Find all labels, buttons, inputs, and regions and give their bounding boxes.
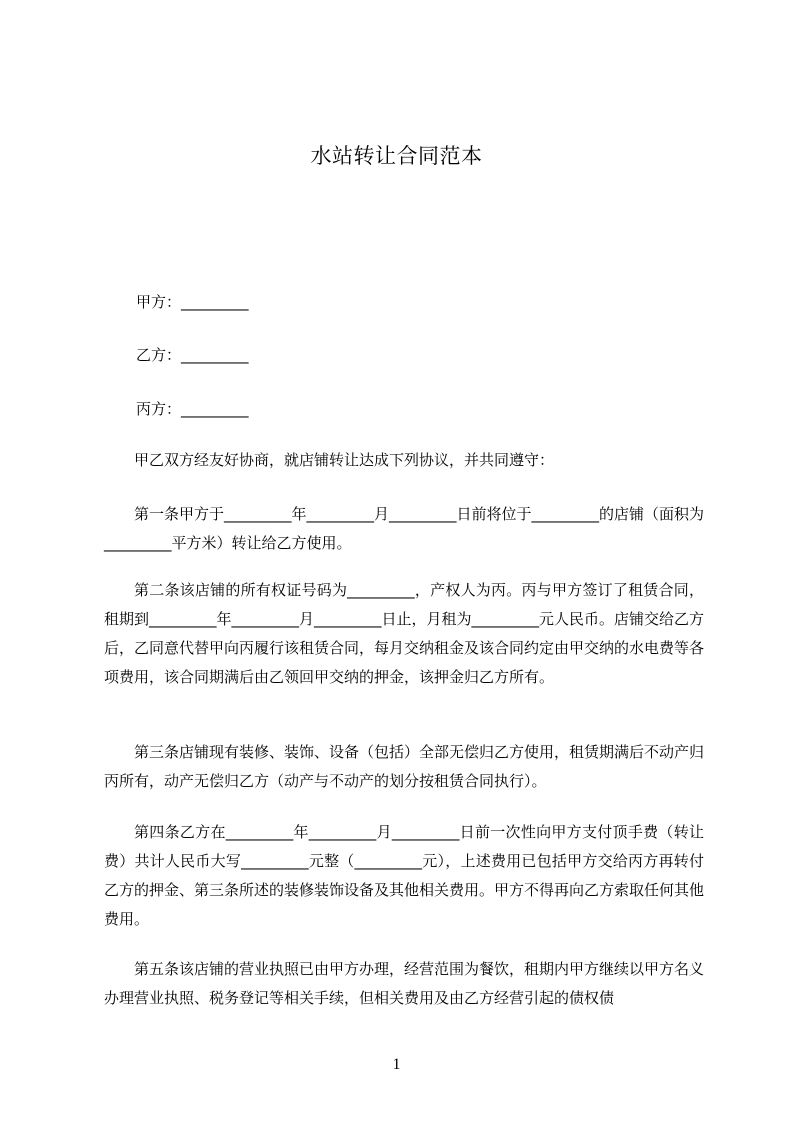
article-2: 第二条该店铺的所有权证号码为_________，产权人为丙。丙与甲方签订了租赁合同，租期到_________年_________月_________日止，月租为_________元人民币。店铺交给乙方后，乙同意代替甲向丙履行该租赁合同，每月交纳租金及该合同约定由甲交纳的水电费等各项费用，该合同期满后由乙领回甲交纳的押金，该押金归乙方所有。 <box>104 581 705 686</box>
article-1: 第一条甲方于_________年_________月_________日前将位于_________的店铺（面积为_________平方米）转让给乙方使用。 <box>104 505 705 552</box>
party-b-line: 乙方：_________ <box>136 346 249 364</box>
article-4: 第四条乙方在_________年_________月_________日前一次性向甲方支付顶手费（转让费）共计人民币大写_________元整（_________元），上述费用已包括甲方交给丙方再转付乙方的押金、第三条所述的装修装饰设备及其他相关费用。甲方不得再向乙方索取任何其他费用。 <box>104 823 705 928</box>
article-3: 第三条店铺现有装修、装饰、设备（包括）全部无偿归乙方使用，租赁期满后不动产归丙所有，动产无偿归乙方（动产与不动产的划分按租赁合同执行）。 <box>104 743 705 790</box>
page-number: 1 <box>392 1056 401 1073</box>
article-5: 第五条该店铺的营业执照已由甲方办理，经营范围为餐饮，租期内甲方继续以甲方名义办理营业执照、税务登记等相关手续，但相关费用及由乙方经营引起的债权债 <box>104 960 705 1007</box>
party-a-line: 甲方：_________ <box>136 293 249 311</box>
intro-paragraph: 甲乙双方经友好协商，就店铺转让达成下列协议，并共同遵守： <box>134 451 555 469</box>
document-title: 水站转让合同范本 <box>310 144 483 168</box>
party-c-line: 丙方：_________ <box>136 400 249 418</box>
